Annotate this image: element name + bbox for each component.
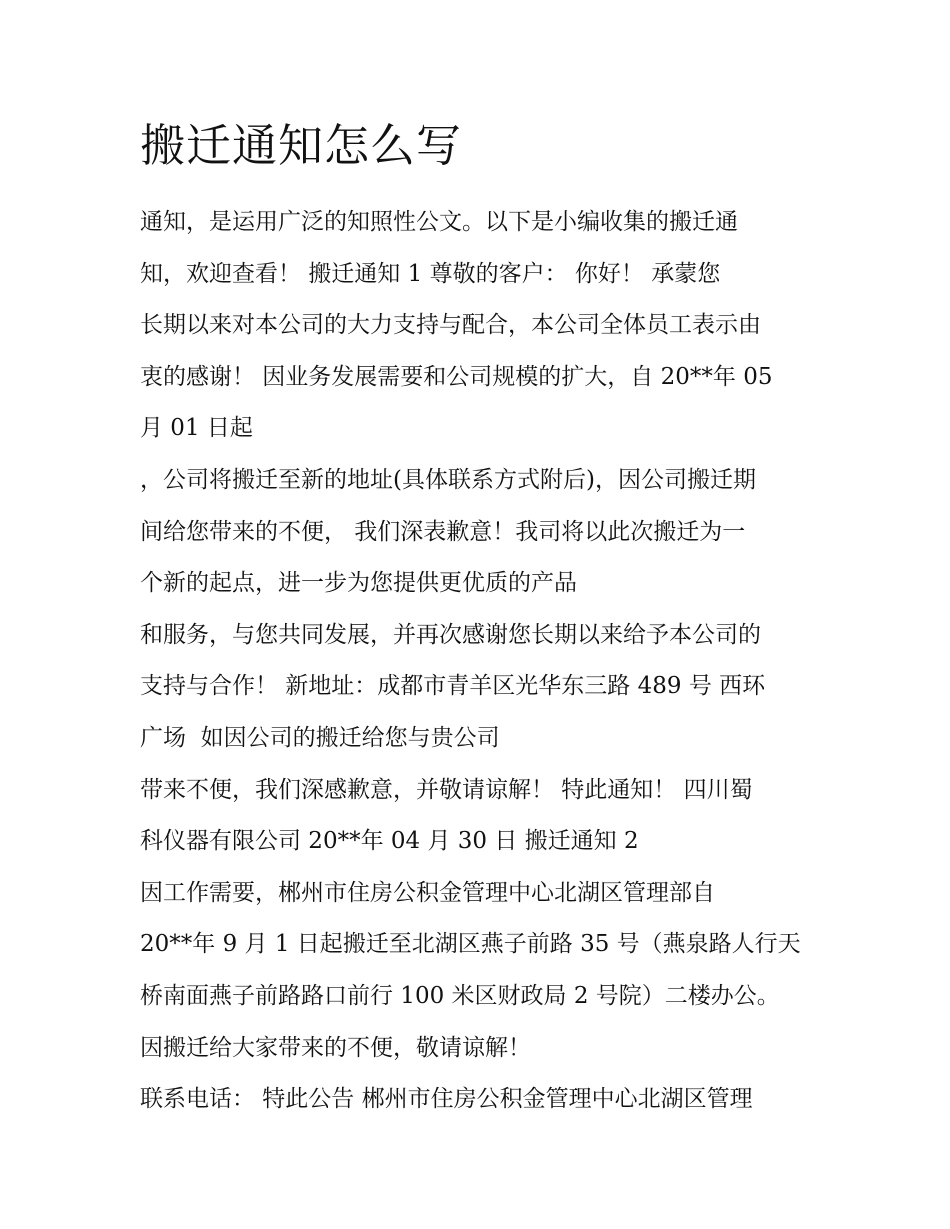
document-body xyxy=(140,197,830,1126)
text-line: 因搬迁给大家带来的不便，敬请谅解！ xyxy=(140,1034,531,1061)
text-line: 桥南面燕子前路路口前行 100 米区财政局 2 号院）二楼办公。 xyxy=(140,982,780,1009)
text-line: 科仪器有限公司 20**年 04 月 30 日 搬迁通知 2 xyxy=(140,828,639,855)
text-line: 通知，是运用广泛的知照性公文。以下是小编收集的搬迁通 xyxy=(140,209,738,235)
text-line: 知，欢迎查看！ 搬迁通知 1 尊敬的客户： 你好！ 承蒙您 xyxy=(140,260,721,287)
text-line: 个新的起点，进一步为您提供更优质的产品 xyxy=(140,570,577,597)
text-line: 间给您带来的不便， 我们深表歉意！我司将以此次搬迁为一 xyxy=(140,518,746,545)
text-line: 广场 如因公司的搬迁给您与贵公司 xyxy=(140,724,500,751)
text-line: ，公司将搬迁至新的地址(具体联系方式附后)，因公司搬迁期 xyxy=(140,466,756,493)
text-line: 联系电话： 特此公告 郴州市住房公积金管理中心北湖区管理 xyxy=(140,1086,753,1113)
text-line: 月 01 日起 xyxy=(140,415,253,442)
text-line: 因工作需要，郴州市住房公积金管理中心北湖区管理部自 xyxy=(140,879,715,906)
text-line: 带来不便，我们深感歉意，并敬请谅解！ 特此通知！ 四川蜀 xyxy=(140,776,753,803)
text-line: 20**年 9 月 1 日起搬迁至北湖区燕子前路 35 号（燕泉路人行天 xyxy=(140,931,801,958)
text-line: 衷的感谢！ 因业务发展需要和公司规模的扩大，自 20**年 05 xyxy=(140,363,773,390)
text-line: 长期以来对本公司的大力支持与配合，本公司全体员工表示由 xyxy=(140,312,761,339)
text-line: 支持与合作！ 新地址：成都市青羊区光华东三路 489 号 西环 xyxy=(140,673,766,700)
document-title: 搬迁通知怎么写 xyxy=(140,119,463,172)
text-line: 和服务，与您共同发展，并再次感谢您长期以来给予本公司的 xyxy=(140,621,761,648)
